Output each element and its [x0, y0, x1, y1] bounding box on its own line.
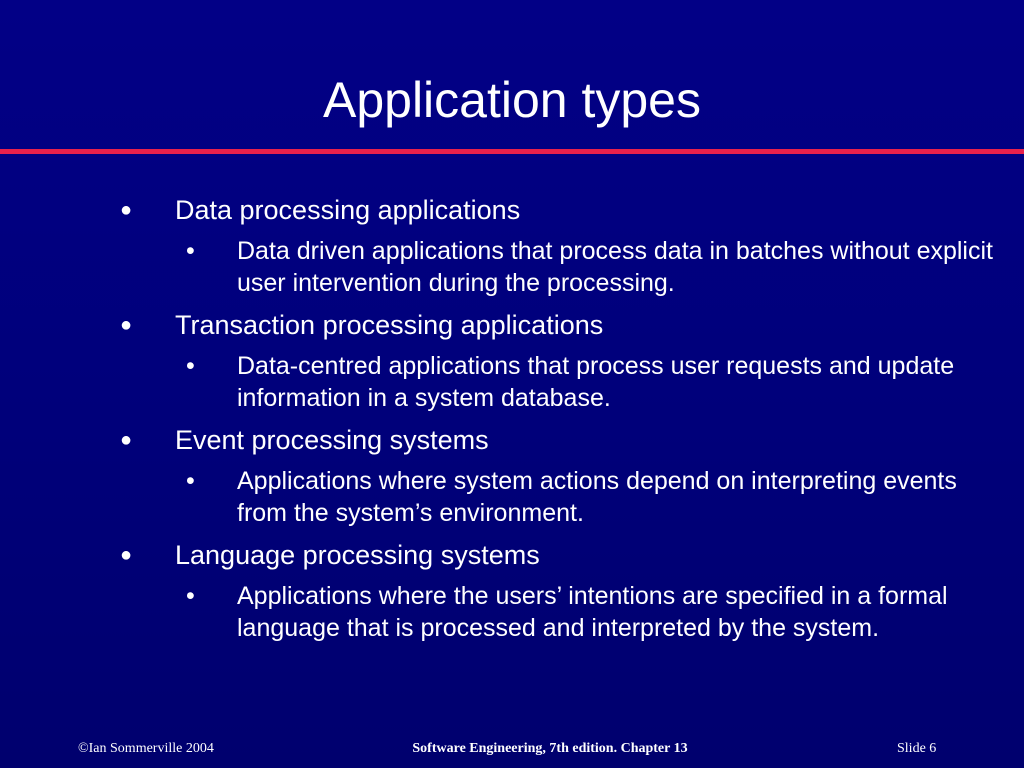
- sub-bullet-item: Data-centred applications that process user requests and update information in a system database.: [237, 352, 955, 412]
- bullet-marker: ●: [120, 544, 133, 566]
- bullet-item-event-processing: Event processing systems: [175, 425, 489, 455]
- sub-bullet-marker: •: [186, 467, 195, 495]
- sub-bullet-marker: •: [186, 582, 195, 610]
- footer-copyright: ©Ian Sommerville 2004: [78, 741, 214, 756]
- bullet-item-transaction-processing: Transaction processing applications: [175, 310, 604, 340]
- bullet-item-language-processing: Language processing systems: [175, 540, 540, 570]
- sub-bullet-marker: •: [186, 237, 195, 265]
- sub-bullet-item: Applications where the users’ intentions are specified in a formal language that is processed and interpreted by the system.: [237, 582, 948, 642]
- bullet-marker: ●: [120, 314, 133, 336]
- sub-bullet-item: Applications where system actions depend on interpreting events from the system’s environment.: [237, 467, 957, 527]
- slide-title: Application types: [322, 72, 701, 128]
- footer-book-title: Software Engineering, 7th edition. Chapter 13: [412, 741, 688, 756]
- bullet-item-data-processing: Data processing applications: [175, 195, 521, 225]
- sub-bullet-marker: •: [186, 352, 195, 380]
- sub-bullet-item: Data driven applications that process data in batches without explicit user intervention during the processing.: [237, 237, 993, 297]
- footer-slide-number: Slide 6: [897, 741, 937, 756]
- bullet-marker: ●: [120, 199, 133, 221]
- bullet-marker: ●: [120, 429, 133, 451]
